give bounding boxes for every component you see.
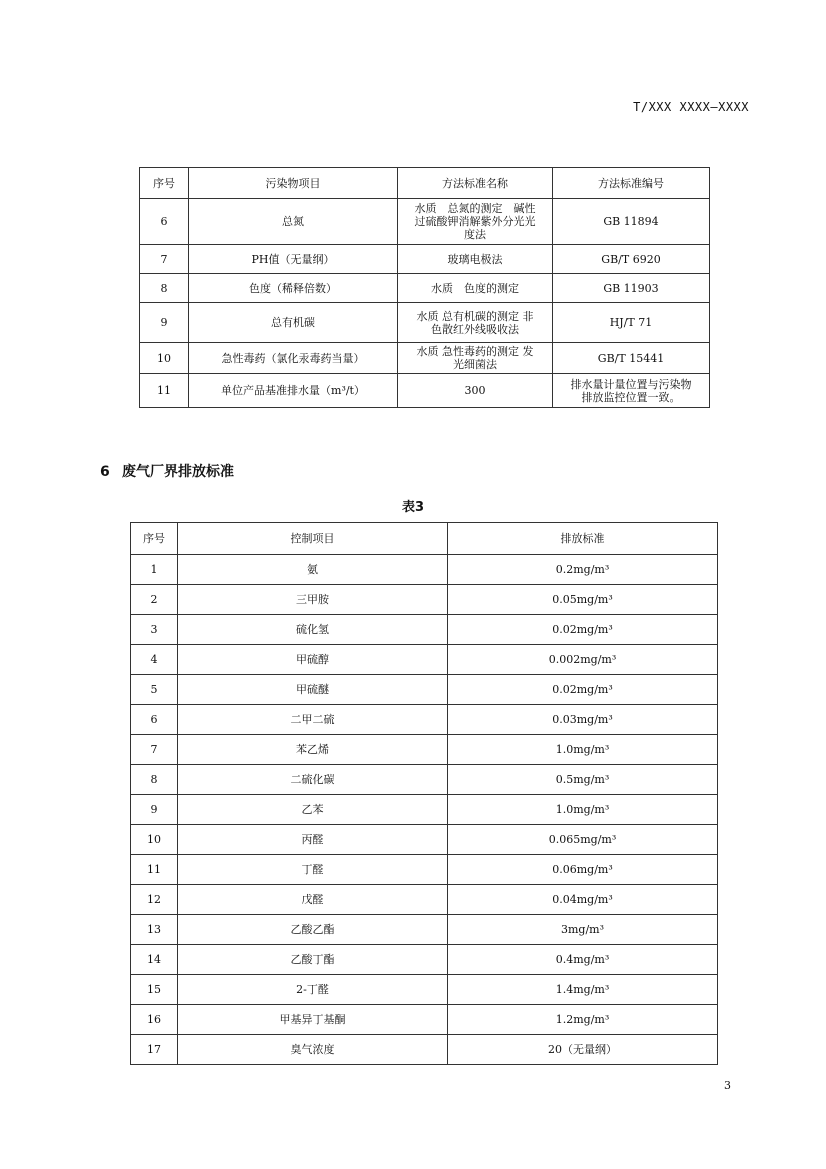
table-row (140, 199, 710, 245)
table-row (131, 795, 718, 825)
pollutant-item: 总氮 (189, 199, 398, 245)
table-row (131, 975, 718, 1005)
method-name: 水质 色度的测定 (398, 274, 553, 303)
emission-limit: 1.2mg/m³ (448, 1005, 718, 1035)
control-item: 三甲胺 (178, 585, 448, 615)
table-caption: 表3 (401, 500, 425, 515)
gas-emission-table (130, 522, 718, 1065)
table-row (131, 825, 718, 855)
control-item: 甲硫醚 (178, 675, 448, 705)
control-item: 二甲二硫 (178, 705, 448, 735)
table-row (140, 303, 710, 343)
emission-limit: 1.0mg/m³ (448, 795, 718, 825)
row-number: 10 (140, 343, 189, 374)
row-number: 11 (131, 855, 178, 885)
table-row (140, 343, 710, 374)
pollutant-item: 总有机碳 (189, 303, 398, 343)
method-code: HJ/T 71 (553, 303, 710, 343)
section-heading (100, 461, 234, 481)
row-number: 2 (131, 585, 178, 615)
emission-limit: 0.02mg/m³ (448, 675, 718, 705)
row-number: 6 (140, 199, 189, 245)
emission-limit: 20（无量纲） (448, 1035, 718, 1065)
table-row (131, 705, 718, 735)
control-item: 丙醛 (178, 825, 448, 855)
pollutant-item: 急性毒药（氯化汞毒药当量） (189, 343, 398, 374)
row-number: 12 (131, 885, 178, 915)
emission-limit: 0.05mg/m³ (448, 585, 718, 615)
page-number: 3 (724, 1079, 731, 1092)
row-number: 6 (131, 705, 178, 735)
pollutant-item: 单位产品基准排水量（m³/t） (189, 374, 398, 408)
table-row (131, 735, 718, 765)
table-row (131, 615, 718, 645)
table-row (131, 1005, 718, 1035)
table-header-row (140, 168, 710, 199)
control-item: 二硫化碳 (178, 765, 448, 795)
section-number: 6 (100, 464, 110, 480)
row-number: 13 (131, 915, 178, 945)
row-number: 8 (131, 765, 178, 795)
table-row (131, 855, 718, 885)
emission-limit: 0.065mg/m³ (448, 825, 718, 855)
control-item: 硫化氢 (178, 615, 448, 645)
emission-limit: 0.02mg/m³ (448, 615, 718, 645)
row-number: 10 (131, 825, 178, 855)
table-row (131, 555, 718, 585)
method-code: GB/T 6920 (553, 245, 710, 274)
emission-limit: 0.2mg/m³ (448, 555, 718, 585)
table-row (131, 915, 718, 945)
row-number: 5 (131, 675, 178, 705)
method-name: 水质 总有机碳的测定 非 色散红外线吸收法 (398, 303, 553, 343)
row-number: 16 (131, 1005, 178, 1035)
method-code: GB 11894 (553, 199, 710, 245)
control-item: 苯乙烯 (178, 735, 448, 765)
section-title: 废气厂界排放标准 (122, 464, 234, 480)
table-header-row (131, 523, 718, 555)
method-code: GB/T 15441 (553, 343, 710, 374)
emission-limit: 0.002mg/m³ (448, 645, 718, 675)
table-row (131, 765, 718, 795)
column-header: 方法标准名称 (398, 168, 553, 199)
pollutant-method-table (139, 167, 710, 408)
emission-limit: 0.03mg/m³ (448, 705, 718, 735)
control-item: 甲硫醇 (178, 645, 448, 675)
emission-limit: 1.0mg/m³ (448, 735, 718, 765)
row-number: 14 (131, 945, 178, 975)
emission-limit: 0.5mg/m³ (448, 765, 718, 795)
row-number: 4 (131, 645, 178, 675)
emission-limit: 0.06mg/m³ (448, 855, 718, 885)
row-number: 11 (140, 374, 189, 408)
table-row (131, 945, 718, 975)
control-item: 戊醛 (178, 885, 448, 915)
table-row (140, 274, 710, 303)
row-number: 8 (140, 274, 189, 303)
row-number: 15 (131, 975, 178, 1005)
method-name: 300 (398, 374, 553, 408)
method-code: 排水量计量位置与污染物 排放监控位置一致。 (553, 374, 710, 408)
row-number: 3 (131, 615, 178, 645)
document-code: T/XXX XXXX—XXXX (633, 100, 749, 114)
column-header: 序号 (131, 523, 178, 555)
row-number: 9 (131, 795, 178, 825)
method-code: GB 11903 (553, 274, 710, 303)
column-header: 排放标准 (448, 523, 718, 555)
pollutant-item: PH值（无量纲） (189, 245, 398, 274)
emission-limit: 1.4mg/m³ (448, 975, 718, 1005)
control-item: 氨 (178, 555, 448, 585)
control-item: 甲基异丁基酮 (178, 1005, 448, 1035)
table-row (140, 374, 710, 408)
column-header: 序号 (140, 168, 189, 199)
row-number: 7 (140, 245, 189, 274)
column-header: 方法标准编号 (553, 168, 710, 199)
row-number: 7 (131, 735, 178, 765)
row-number: 9 (140, 303, 189, 343)
control-item: 乙苯 (178, 795, 448, 825)
emission-limit: 0.4mg/m³ (448, 945, 718, 975)
column-header: 控制项目 (178, 523, 448, 555)
control-item: 2-丁醛 (178, 975, 448, 1005)
table-row (131, 585, 718, 615)
emission-limit: 3mg/m³ (448, 915, 718, 945)
control-item: 乙酸丁酯 (178, 945, 448, 975)
control-item: 丁醛 (178, 855, 448, 885)
row-number: 1 (131, 555, 178, 585)
pollutant-item: 色度（稀释倍数） (189, 274, 398, 303)
table-row (131, 885, 718, 915)
table-row (140, 245, 710, 274)
method-name: 水质 总氮的测定 碱性 过硫酸钾消解紫外分光光 度法 (398, 199, 553, 245)
method-name: 水质 急性毒药的测定 发 光细菌法 (398, 343, 553, 374)
table-row (131, 645, 718, 675)
method-name: 玻璃电极法 (398, 245, 553, 274)
control-item: 臭气浓度 (178, 1035, 448, 1065)
control-item: 乙酸乙酯 (178, 915, 448, 945)
column-header: 污染物项目 (189, 168, 398, 199)
emission-limit: 0.04mg/m³ (448, 885, 718, 915)
row-number: 17 (131, 1035, 178, 1065)
table-row (131, 675, 718, 705)
table-row (131, 1035, 718, 1065)
